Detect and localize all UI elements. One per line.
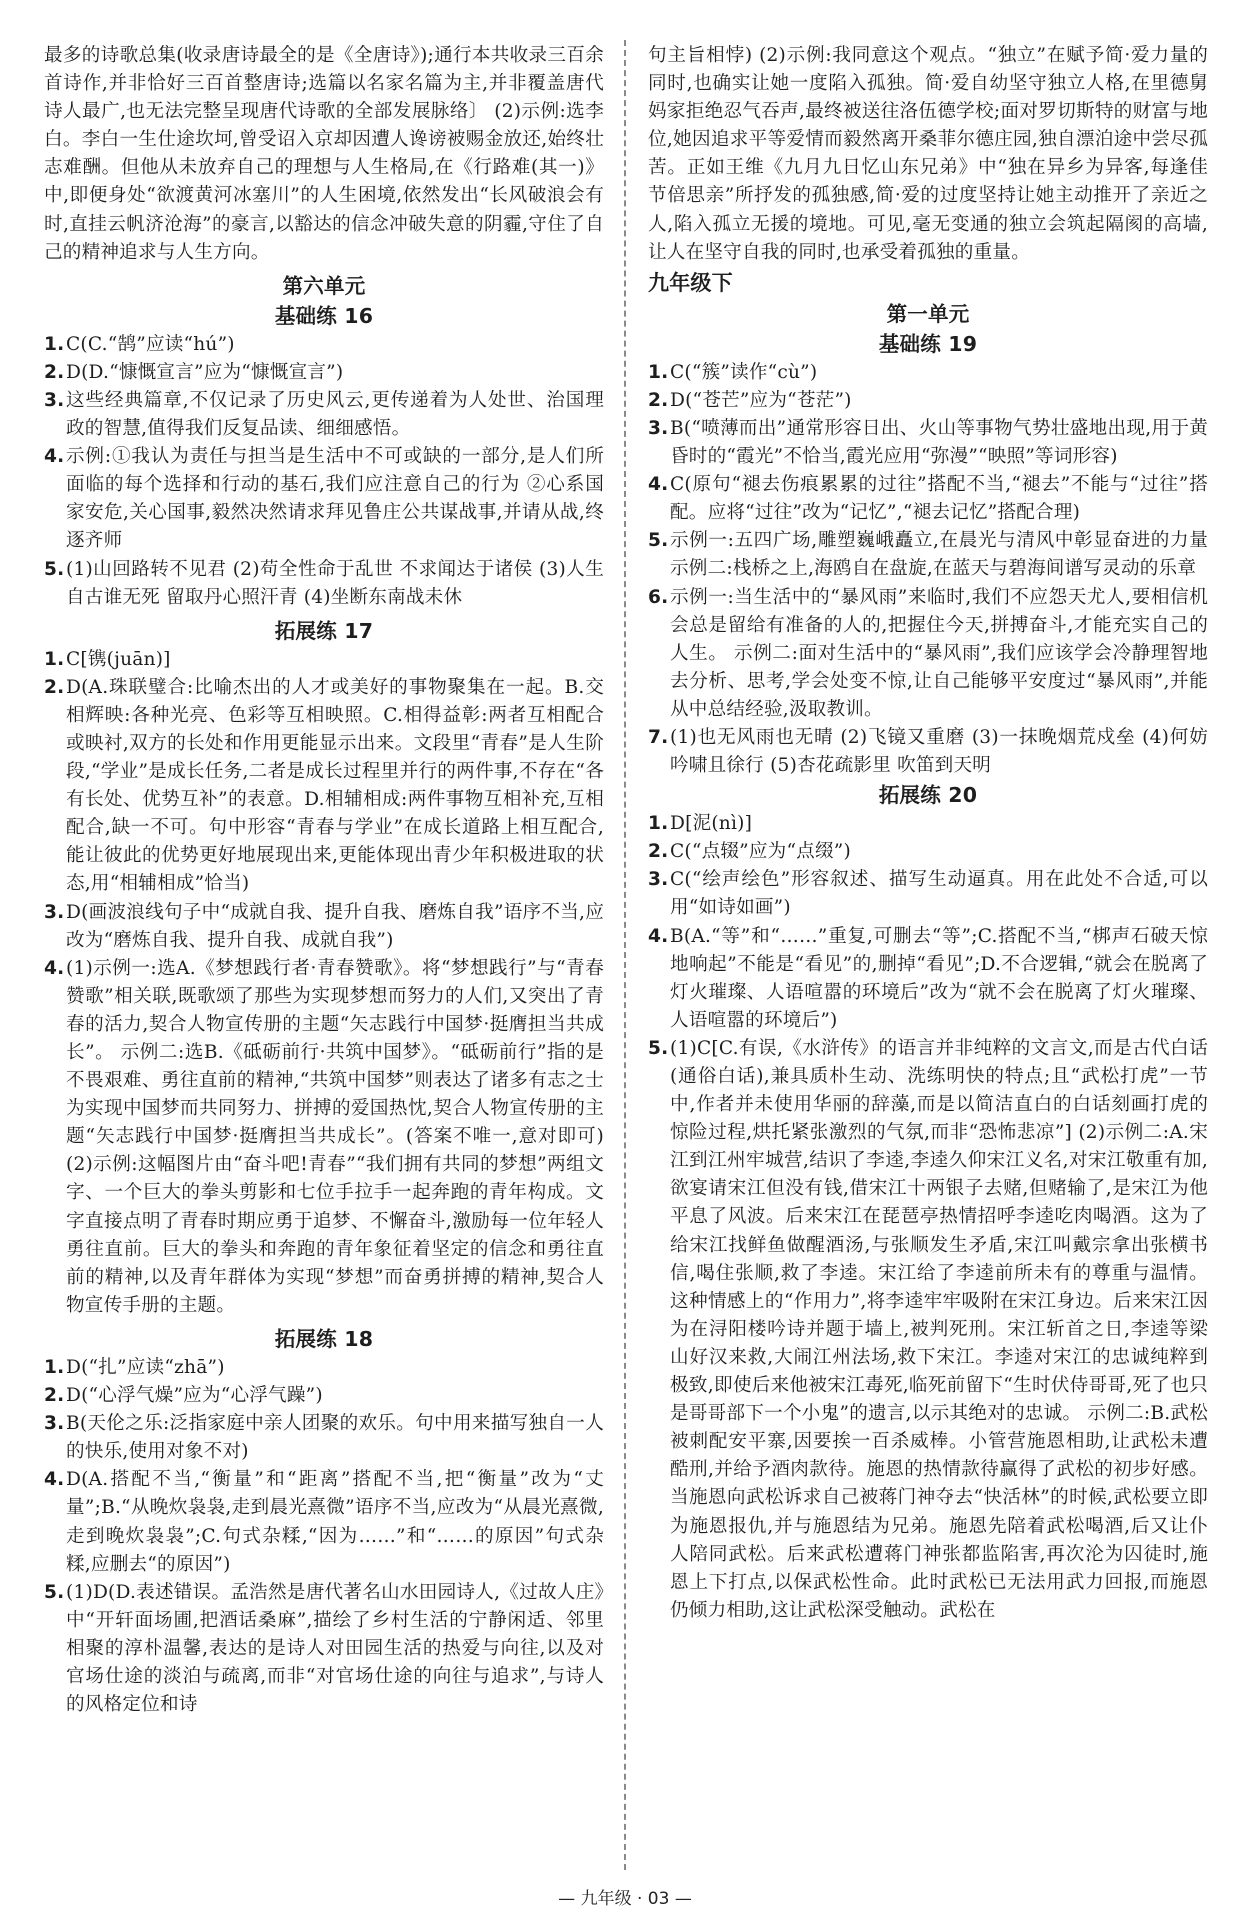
- answer-text: D(画波浪线句子中“成就自我、提升自我、磨炼自我”语序不当,应改为“磨炼自我、提升自我、成就自我”): [66, 901, 604, 951]
- answer-list-16: [44, 331, 604, 612]
- answer-text: B(天伦之乐:泛指家庭中亲人团聚的欢乐。句中用来描写独自一人的快乐,使用对象不对): [66, 1413, 604, 1463]
- answer-number: 4.: [648, 474, 669, 496]
- answer-number: 5.: [44, 558, 65, 580]
- answer-item: [44, 331, 604, 359]
- answer-number: 2.: [648, 389, 669, 411]
- answer-item: [648, 810, 1208, 838]
- answer-item: [648, 359, 1208, 387]
- intro-paragraph: 最多的诗歌总集(收录唐诗最全的是《全唐诗》);通行本共收录三百余首诗作,并非恰好三百首整唐诗;选篇以名家名篇为主,并非覆盖唐代诗人最广,也无法完整呈现唐代诗歌的全部发展脉络〕 (2)示例:选李白。李白一生仕途坎坷,曾受诏入京却因遭人谗谤被赐金放还,始终壮志难酬。但他从未放弃自己的理想与人生格局,在《行路难(其一)》中,即便身处“欲渡黄河冰塞川”的人生困境,依然发出“长风破浪会有时,直挂云帆济沧海”的豪言,以豁达的信念冲破失意的阴霾,守住了自己的精神追求与人生方向。: [44, 45, 604, 263]
- answer-number: 2.: [44, 1385, 65, 1407]
- column-divider: [624, 40, 626, 1870]
- answer-number: 1.: [44, 333, 65, 355]
- unit-title: 第六单元: [282, 273, 366, 298]
- answer-number: 2.: [44, 676, 65, 698]
- answer-number: 3.: [44, 901, 65, 923]
- answer-text: 这些经典篇章,不仅记录了历史风云,更传递着为人处世、治国理政的智慧,值得我们反复品读、细细感悟。: [66, 389, 604, 440]
- answer-number: 6.: [648, 586, 669, 608]
- answer-text: 示例:①我认为责任与担当是生活中不可或缺的一部分,是人们所面临的每个选择和行动的基石,我们应注意自己的行为 ②心系国家安危,关心国事,毅然决然请求拜见鲁庄公共谋战事,并请从战,终逐齐师: [66, 446, 604, 552]
- answer-text: 示例一:五四广场,雕塑巍峨矗立,在晨光与清风中彰显奋进的力量 示例二:栈桥之上,海鸥自在盘旋,在蓝天与碧海间谱写灵动的乐章: [670, 530, 1208, 580]
- answer-text: 示例一:当生活中的“暴风雨”来临时,我们不应怨天尤人,要相信机会总是留给有准备的人的,把握住今天,拼搏奋斗,才能充实自己的人生。 示例二:面对生活中的“暴风雨”,我们应该学会冷静理智地去分析、思考,学会处变不惊,让自己能够平安度过“暴风雨”,并能从中总结经验,汲取教训。: [670, 586, 1208, 720]
- answer-item: [44, 674, 604, 899]
- answer-list-17: [44, 646, 604, 1320]
- answer-number: 4.: [44, 957, 65, 979]
- answer-number: 3.: [648, 869, 669, 891]
- answer-list-18: [44, 1354, 604, 1719]
- left-column: [44, 42, 604, 1719]
- answer-item: [44, 1466, 604, 1578]
- answer-text: (1)示例一:选A.《梦想践行者·青春赞歌》。将“梦想践行”与“青春赞歌”相关联,既歌颂了那些为实现梦想而努力的人们,又突出了青春的活力,契合人物宣传册的主题“矢志践行中国梦·挺膺担当共成长”。 示例二:选B.《砥砺前行·共筑中国梦》。“砥砺前行”指的是不畏艰难、勇往直前的精神,“共筑中国梦”则表达了诸多有志之士为实现中国梦而共同努力、拼搏的爱国热忱,契合人物宣传册的主题“矢志践行中国梦·挺膺担当共成长”。(答案不唯一,意对即可) (2)示例:这幅图片由“奋斗吧!青春”“我们拥有共同的梦想”两组文字、一个巨大的拳头剪影和七位手拉手一起奔跑的青年构成。文字直接点明了青春时期应勇于追梦、不懈奋斗,激励每一位年轻人勇往直前。巨大的拳头和奔跑的青年象征着坚定的信念和勇往直前的精神,以及青年群体为实现“梦想”而奋勇拼搏的精神,契合人物宣传手册的主题。: [66, 957, 604, 1316]
- exercise-title: 拓展练 20: [878, 783, 978, 808]
- answer-text: B(“喷薄而出”通常形容日出、火山等事物气势壮盛地出现,用于黄昏时的“霞光”不恰当,霞光应用“弥漫”“映照”等词形容): [670, 417, 1208, 468]
- answer-item: [44, 556, 604, 612]
- answer-number: 4.: [44, 1469, 65, 1491]
- right-column: [648, 42, 1208, 1625]
- answer-list-20: [648, 810, 1208, 1625]
- answer-text: D(A.珠联璧合:比喻杰出的人才或美好的事物聚集在一起。B.交相辉映:各种光亮、色彩等互相映照。C.相得益彰:两者互相配合或映衬,双方的长处和作用更能显示出来。文段里“青春”是人生阶段,“学业”是成长任务,二者是成长过程里并行的两件事,不存在“各有长处、优势互补”的表意。D.相辅相成:两件事物互相补充,互相配合,缺一不可。句中形容“青春与学业”在成长道路上相互配合,能让彼此的优势更好地展现出来,更能体现出青少年积极进取的状态,用“相辅相成”恰当): [66, 676, 604, 895]
- answer-text: C(“绘声绘色”形容叙述、描写生动逼真。用在此处不合适,可以用“如诗如画”): [670, 869, 1208, 919]
- answer-number: 1.: [44, 1356, 65, 1378]
- answer-number: 3.: [44, 1413, 65, 1435]
- answer-text: C(C.“鹄”应读“hú”): [66, 333, 235, 355]
- answer-number: 4.: [648, 925, 669, 947]
- answer-item: [44, 1382, 604, 1410]
- unit-title: 第一单元: [886, 301, 970, 326]
- answer-item: [44, 1354, 604, 1382]
- answer-text: B(A.“等”和“……”重复,可删去“等”;C.搭配不当,“梆声石破天惊地响起”不能是“看见”的,删掉“看见”;D.不合逻辑,“就会在脱离了灯火璀璨、人语喧嚣的环境后”改为“就不会在脱离了灯火璀璨、人语喧嚣的环境后”): [670, 925, 1208, 1031]
- answer-item: [44, 1579, 604, 1719]
- continued-paragraph: 句主旨相悖) (2)示例:我同意这个观点。“独立”在赋予简·爱力量的同时,也确实让她一度陷入孤独。简·爱自幼坚守独立人格,在里德舅妈家拒绝忍气吞声,最终被送往洛伍德学校;面对罗切斯特的财富与地位,她因追求平等爱情而毅然离开桑菲尔德庄园,独自漂泊途中尝尽孤苦。正如王维《九月九日忆山东兄弟》中“独在异乡为异客,每逢佳节倍思亲”所抒发的孤独感,简·爱的过度坚持让她主动推开了亲近之人,陷入孤立无援的境地。可见,毫无变通的独立会筑起隔阂的高墙,让人在坚守自我的同时,也承受着孤独的重量。: [648, 45, 1208, 263]
- answer-number: 1.: [648, 361, 669, 383]
- answer-text: C(“簇”读作“cù”): [670, 361, 818, 383]
- answer-text: D[泥(nì)]: [670, 813, 753, 835]
- answer-number: 3.: [648, 417, 669, 439]
- answer-number: 5.: [648, 1037, 669, 1059]
- answer-item: [648, 838, 1208, 866]
- exercise-title: 基础练 16: [274, 303, 374, 328]
- answer-number: 1.: [648, 813, 669, 835]
- answer-number: 3.: [44, 389, 65, 411]
- page-footer: — 九年级 · 03 —: [558, 1889, 692, 1909]
- answer-item: [44, 387, 604, 443]
- answer-item: [648, 527, 1208, 583]
- answer-item: [44, 955, 604, 1320]
- answer-text: D(“苍芒”应为“苍茫”): [670, 389, 852, 411]
- answer-text: C(“点辍”应为“点缀”): [670, 841, 851, 863]
- answer-number: 5.: [44, 1581, 65, 1603]
- answer-number: 4.: [44, 446, 65, 468]
- answer-number: 2.: [648, 841, 669, 863]
- answer-list-19: [648, 359, 1208, 780]
- answer-item: [648, 415, 1208, 471]
- answer-number: 1.: [44, 648, 65, 670]
- exercise-title: 拓展练 18: [274, 1326, 374, 1351]
- answer-item: [648, 471, 1208, 527]
- answer-text: D(A.搭配不当,“衡量”和“距离”搭配不当,把“衡量”改为“丈量”;B.“从晚炊袅袅,走到晨光熹微”语序不当,应改为“从晨光熹微,走到晚炊袅袅”;C.句式杂糅,“因为……”和“……的原因”句式杂糅,应删去“的原因”): [66, 1469, 604, 1575]
- answer-text: (1)也无风雨也无晴 (2)飞镜又重磨 (3)一抹晚烟荒戍垒 (4)何妨吟啸且徐行 (5)杏花疏影里 吹笛到天明: [670, 726, 1208, 777]
- answer-item: [44, 443, 604, 555]
- answer-text: C(原句“褪去伤痕累累的过往”搭配不当,“褪去”不能与“过往”搭配。应将“过往”改为“记忆”,“褪去记忆”搭配合理): [670, 474, 1208, 524]
- answer-item: [648, 1035, 1208, 1625]
- grade-title: 九年级下: [648, 270, 733, 295]
- answer-item: [648, 387, 1208, 415]
- answer-text: D(“心浮气燥”应为“心浮气躁”): [66, 1385, 323, 1407]
- exercise-title: 基础练 19: [878, 331, 978, 356]
- answer-item: [44, 1410, 604, 1466]
- answer-number: 2.: [44, 361, 65, 383]
- answer-item: [648, 584, 1208, 724]
- answer-item: [648, 724, 1208, 780]
- exercise-title: 拓展练 17: [274, 618, 374, 643]
- answer-text: D(D.“慷慨宣言”应为“慷慨宣言”): [66, 361, 344, 383]
- answer-text: (1)C[C.有误,《水浒传》的语言并非纯粹的文言文,而是古代白话(通俗白话),兼具质朴生动、洗练明快的特点;且“武松打虎”一节中,作者并未使用华丽的辞藻,而是以简洁直白的白话刻画打虎的惊险过程,烘托紧张激烈的气氛,而非“恐怖悲凉”] (2)示例二:A.宋江到江州牢城营,结识了李逵,李逵久仰宋江义名,对宋江敬重有加,欲宴请宋江但没有钱,借宋江十两银子去赌,但赌输了,是宋江为他平息了风波。后来宋江在琵琶亭热情招呼李逵吃肉喝酒。这为了给宋江找鲜鱼做醒酒汤,与张顺发生矛盾,宋江叫戴宗拿出张横书信,喝住张顺,救了李逵。宋江给了李逵前所未有的尊重与温情。这种情感上的“作用力”,将李逵牢牢吸附在宋江身边。后来宋江因为在浔阳楼吟诗并题于墙上,被判死刑。宋江斩首之日,李逵等梁山好汉来救,大闹江州法场,救下宋江。李逵对宋江的忠诚纯粹到极致,即使后来他被宋江毒死,临死前留下“生时伏侍哥哥,死了也只是哥哥部下一个小鬼”的遗言,以示其绝对的忠诚。 示例二:B.武松被刺配安平寨,因要挨一百杀威棒。小管营施恩相助,让武松未遭酷刑,并给予酒肉款待。施恩的热情款待赢得了武松的初步好感。当施恩向武松诉求自己被蒋门神夺去“快活林”的时候,武松要立即为施恩报仇,并与施恩结为兄弟。施恩先陪着武松喝酒,后又让仆人陪同武松。后来武松遭蒋门神张都监陷害,再次沦为囚徒时,施恩上下打点,以保武松性命。此时武松已无法用武力回报,而施恩仍倾力相助,这让武松深受触动。武松在: [670, 1037, 1208, 1621]
- answer-text: (1)D(D.表述错误。孟浩然是唐代著名山水田园诗人,《过故人庄》中“开轩面场圃,把酒话桑麻”,描绘了乡村生活的宁静闲适、邻里相聚的淳朴温馨,表达的是诗人对田园生活的热爱与向往,以及对官场仕途的淡泊与疏离,而非“对官场仕途的向往与追求”,与诗人的风格定位和诗: [66, 1581, 604, 1716]
- answer-item: [44, 646, 604, 674]
- answer-number: 5.: [648, 530, 669, 552]
- answer-text: D(“扎”应读“zhā”): [66, 1356, 225, 1378]
- answer-item: [648, 923, 1208, 1035]
- answer-text: C[镌(juān)]: [66, 648, 171, 670]
- answer-item: [44, 899, 604, 955]
- answer-text: (1)山回路转不见君 (2)苟全性命于乱世 不求闻达于诸侯 (3)人生自古谁无死 留取丹心照汗青 (4)坐断东南战未休: [66, 558, 604, 608]
- answer-number: 7.: [648, 726, 669, 748]
- answer-item: [648, 866, 1208, 922]
- answer-item: [44, 359, 604, 387]
